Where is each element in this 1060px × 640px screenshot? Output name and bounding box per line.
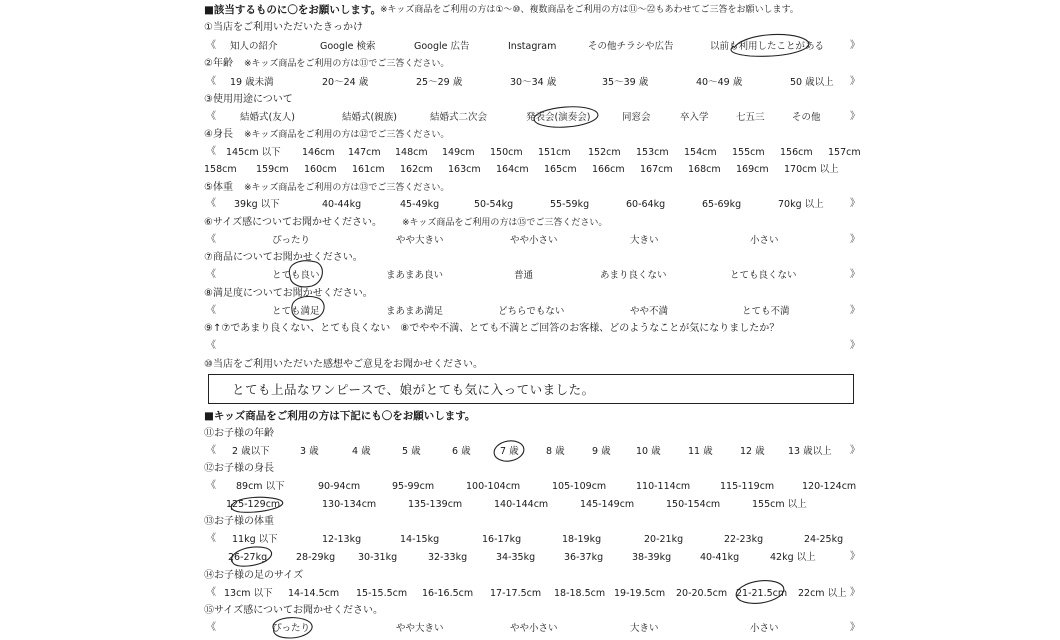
option: 157cm bbox=[828, 147, 861, 158]
bracket-close: 》 bbox=[850, 622, 860, 633]
section-title: ■キッズ商品をご利用の方は下記にも〇をお願いします。 bbox=[204, 410, 476, 422]
option: 14-15kg bbox=[400, 534, 440, 545]
option: 65-69kg bbox=[702, 199, 742, 210]
option: 150cm bbox=[490, 147, 523, 158]
option: 155cm bbox=[732, 147, 765, 158]
option: 13cm 以下 bbox=[224, 588, 273, 599]
bracket-open: 《 bbox=[206, 146, 216, 157]
option: 9 歳 bbox=[592, 446, 611, 457]
bracket-open: 《 bbox=[206, 305, 216, 316]
option: 七五三 bbox=[736, 112, 765, 123]
section-note: ※キッズ商品をご利用の方は①～⑩、複数商品をご利用の方は⑪～㉒もあわせてご三答をお願いします。 bbox=[380, 5, 799, 15]
option: 大きい bbox=[630, 235, 659, 246]
question-label: ⑨↑⑦であまり良くない、とても良くない ⑧でやや不満、とても不満とご回答のお客様、どのようなことが気になりましたか？ bbox=[204, 323, 780, 334]
option: 163cm bbox=[448, 164, 481, 175]
option: 6 歳 bbox=[452, 446, 471, 457]
option: 60-64kg bbox=[626, 199, 666, 210]
option: Instagram bbox=[508, 41, 557, 52]
section-title: ■該当するものに〇をお願いします。 bbox=[204, 4, 382, 16]
bracket-open: 《 bbox=[206, 622, 216, 633]
option: 89cm 以下 bbox=[236, 481, 285, 492]
option: 90-94cm bbox=[318, 481, 361, 492]
option: 153cm bbox=[636, 147, 669, 158]
bracket-close: 》 bbox=[850, 340, 860, 351]
option: 11 歳 bbox=[688, 446, 713, 457]
question-note: ※キッズ商品をご利用の方は⑬でご三答ください。 bbox=[244, 183, 450, 193]
option-circled: 発表会(演奏会) bbox=[526, 112, 591, 123]
option: 45-49kg bbox=[400, 199, 440, 210]
option-circled: ぴったり bbox=[272, 623, 311, 634]
option: 5 歳 bbox=[402, 446, 421, 457]
question-label: ①当店をご利用いただいたきっかけ bbox=[204, 22, 363, 33]
bracket-close: 》 bbox=[850, 445, 860, 456]
bracket-close: 》 bbox=[850, 269, 860, 280]
option: Google 広告 bbox=[414, 41, 470, 52]
option: 28-29kg bbox=[296, 552, 336, 563]
option: 150-154cm bbox=[666, 499, 721, 510]
option: 16-17kg bbox=[482, 534, 522, 545]
handwritten-comment: とても上品なワンピースで、娘がとても気に入っていました。 bbox=[232, 382, 595, 397]
bracket-open: 《 bbox=[206, 587, 216, 598]
option: まあまあ満足 bbox=[386, 306, 444, 317]
option: 170cm 以上 bbox=[784, 164, 839, 175]
question-label: ⑩当店をご利用いただいた感想やご意見をお聞かせください。 bbox=[204, 359, 483, 370]
option: 42kg 以上 bbox=[770, 552, 816, 563]
option: 161cm bbox=[352, 164, 385, 175]
question-note: ※キッズ商品をご利用の方は⑮でご三答ください。 bbox=[402, 218, 608, 228]
option: 151cm bbox=[538, 147, 571, 158]
option-circled: 7 歳 bbox=[500, 446, 519, 457]
bracket-open: 《 bbox=[206, 340, 216, 351]
option: あまり良くない bbox=[600, 270, 667, 281]
option: 130-134cm bbox=[322, 499, 377, 510]
option: 大きい bbox=[630, 623, 659, 634]
bracket-open: 《 bbox=[206, 234, 216, 245]
option: 39kg 以下 bbox=[234, 199, 280, 210]
option: 34-35kg bbox=[496, 552, 536, 563]
bracket-close: 》 bbox=[850, 40, 860, 51]
question-label: ⑥サイズ感についてお聞かせください。 bbox=[204, 217, 382, 228]
option: やや小さい bbox=[510, 235, 558, 246]
option: 35～39 歳 bbox=[602, 77, 649, 88]
option: 8 歳 bbox=[546, 446, 565, 457]
option: 17-17.5cm bbox=[490, 588, 542, 599]
option-circled: とても満足 bbox=[272, 306, 320, 317]
option: 158cm bbox=[204, 164, 237, 175]
option: 146cm bbox=[302, 147, 335, 158]
option: 120-124cm bbox=[802, 481, 857, 492]
bracket-open: 《 bbox=[206, 533, 216, 544]
option: 100-104cm bbox=[466, 481, 521, 492]
option: 22cm 以上 bbox=[798, 588, 847, 599]
question-note: ※キッズ商品をご利用の方は⑫でご三答ください。 bbox=[244, 130, 450, 140]
option: どちらでもない bbox=[498, 306, 565, 317]
option: 18-18.5cm bbox=[554, 588, 606, 599]
option: 169cm bbox=[736, 164, 769, 175]
option: 30～34 歳 bbox=[510, 77, 557, 88]
option: 40～49 歳 bbox=[696, 77, 743, 88]
option: 38-39kg bbox=[632, 552, 672, 563]
option: 12 歳 bbox=[740, 446, 765, 457]
option: 22-23kg bbox=[724, 534, 764, 545]
question-note: ※キッズ商品をご利用の方は⑪でご三答ください。 bbox=[244, 59, 450, 69]
option: 70kg 以上 bbox=[778, 199, 824, 210]
question-label: ⑧満足度についてお聞かせください。 bbox=[204, 288, 373, 299]
bracket-close: 》 bbox=[850, 551, 860, 562]
option: 95-99cm bbox=[392, 481, 435, 492]
option-circled: とても良い bbox=[272, 270, 320, 281]
option: 160cm bbox=[304, 164, 337, 175]
option: 15-15.5cm bbox=[356, 588, 408, 599]
option: 168cm bbox=[688, 164, 721, 175]
question-label: ②年齢 bbox=[204, 58, 233, 69]
option: 3 歳 bbox=[300, 446, 319, 457]
bracket-close: 》 bbox=[850, 587, 860, 598]
option: 164cm bbox=[496, 164, 529, 175]
option: 19-19.5cm bbox=[614, 588, 666, 599]
option: 24-25kg bbox=[804, 534, 844, 545]
option: 4 歳 bbox=[352, 446, 371, 457]
option: その他 bbox=[792, 112, 821, 123]
option: 25～29 歳 bbox=[416, 77, 463, 88]
question-label: ⑦商品についてお聞かせください。 bbox=[204, 252, 363, 263]
bracket-close: 》 bbox=[850, 305, 860, 316]
option: 32-33kg bbox=[428, 552, 468, 563]
option: 12-13kg bbox=[322, 534, 362, 545]
bracket-close: 》 bbox=[850, 111, 860, 122]
option: 2 歳以下 bbox=[232, 446, 270, 457]
option: やや大きい bbox=[396, 235, 444, 246]
bracket-open: 《 bbox=[206, 480, 216, 491]
option: 普通 bbox=[514, 270, 534, 281]
option: 16-16.5cm bbox=[422, 588, 474, 599]
option: 18-19kg bbox=[562, 534, 602, 545]
option: Google 検索 bbox=[320, 41, 376, 52]
question-label: ⑬お子様の体重 bbox=[204, 516, 274, 527]
option: まあまあ良い bbox=[386, 270, 444, 281]
option: 155cm 以上 bbox=[752, 499, 807, 510]
option: 149cm bbox=[442, 147, 475, 158]
option: やや不満 bbox=[630, 306, 669, 317]
option: 小さい bbox=[750, 235, 779, 246]
option: 140-144cm bbox=[494, 499, 549, 510]
option: 13 歳以上 bbox=[788, 446, 832, 457]
option: 115-119cm bbox=[720, 481, 775, 492]
bracket-open: 《 bbox=[206, 40, 216, 51]
option: 10 歳 bbox=[636, 446, 661, 457]
option: 154cm bbox=[684, 147, 717, 158]
option: 50-54kg bbox=[474, 199, 514, 210]
bracket-close: 》 bbox=[850, 76, 860, 87]
question-label: ⑪お子様の年齢 bbox=[204, 428, 274, 439]
option-circled: 以前も利用したことがある bbox=[710, 41, 825, 52]
option: やや大きい bbox=[396, 623, 444, 634]
option: 14-14.5cm bbox=[288, 588, 340, 599]
option: 同窓会 bbox=[622, 112, 651, 123]
option: 40-41kg bbox=[700, 552, 740, 563]
question-label: ⑤体重 bbox=[204, 182, 233, 193]
option: 148cm bbox=[395, 147, 428, 158]
option: 結婚式二次会 bbox=[430, 112, 488, 123]
option: 165cm bbox=[544, 164, 577, 175]
option: 110-114cm bbox=[636, 481, 691, 492]
question-label: ⑫お子様の身長 bbox=[204, 463, 274, 474]
option: 147cm bbox=[348, 147, 381, 158]
option: 159cm bbox=[256, 164, 289, 175]
option: 145cm 以下 bbox=[226, 147, 281, 158]
option: 40-44kg bbox=[322, 199, 362, 210]
bracket-close: 》 bbox=[850, 234, 860, 245]
question-label: ⑭お子様の足のサイズ bbox=[204, 570, 304, 581]
bracket-open: 《 bbox=[206, 76, 216, 87]
option: 20-21kg bbox=[644, 534, 684, 545]
option: 152cm bbox=[588, 147, 621, 158]
option: 145-149cm bbox=[580, 499, 635, 510]
question-label: ④身長 bbox=[204, 129, 233, 140]
option: 30-31kg bbox=[358, 552, 398, 563]
option: その他チラシや広告 bbox=[588, 41, 674, 52]
bracket-open: 《 bbox=[206, 269, 216, 280]
bracket-open: 《 bbox=[206, 198, 216, 209]
bracket-open: 《 bbox=[206, 445, 216, 456]
option: 167cm bbox=[640, 164, 673, 175]
option: 162cm bbox=[400, 164, 433, 175]
option-circled: 21-21.5cm bbox=[736, 588, 788, 599]
option: 19 歳未満 bbox=[230, 77, 274, 88]
option: 20-20.5cm bbox=[676, 588, 728, 599]
option-circled: 26-27kg bbox=[228, 552, 268, 563]
question-label: ③使用用途について bbox=[204, 94, 293, 105]
option: 36-37kg bbox=[564, 552, 604, 563]
option: 卒入学 bbox=[680, 112, 709, 123]
option: 166cm bbox=[592, 164, 625, 175]
option: とても良くない bbox=[730, 270, 797, 281]
option: 55-59kg bbox=[550, 199, 590, 210]
option: 50 歳以上 bbox=[790, 77, 834, 88]
option: 135-139cm bbox=[408, 499, 463, 510]
option-circled: 125-129cm bbox=[226, 499, 281, 510]
bracket-close: 》 bbox=[850, 198, 860, 209]
option: 結婚式(友人) bbox=[240, 112, 295, 123]
option: やや小さい bbox=[510, 623, 558, 634]
option: 知人の紹介 bbox=[230, 41, 278, 52]
option: 11kg 以下 bbox=[232, 534, 278, 545]
bracket-open: 《 bbox=[206, 111, 216, 122]
option: 結婚式(親族) bbox=[342, 112, 397, 123]
option: 156cm bbox=[780, 147, 813, 158]
option: ぴったり bbox=[272, 235, 311, 246]
option: 105-109cm bbox=[552, 481, 607, 492]
option: 20～24 歳 bbox=[322, 77, 369, 88]
question-label: ⑮サイズ感についてお聞かせください。 bbox=[204, 605, 383, 616]
option: 小さい bbox=[750, 623, 779, 634]
option: とても不満 bbox=[742, 306, 790, 317]
